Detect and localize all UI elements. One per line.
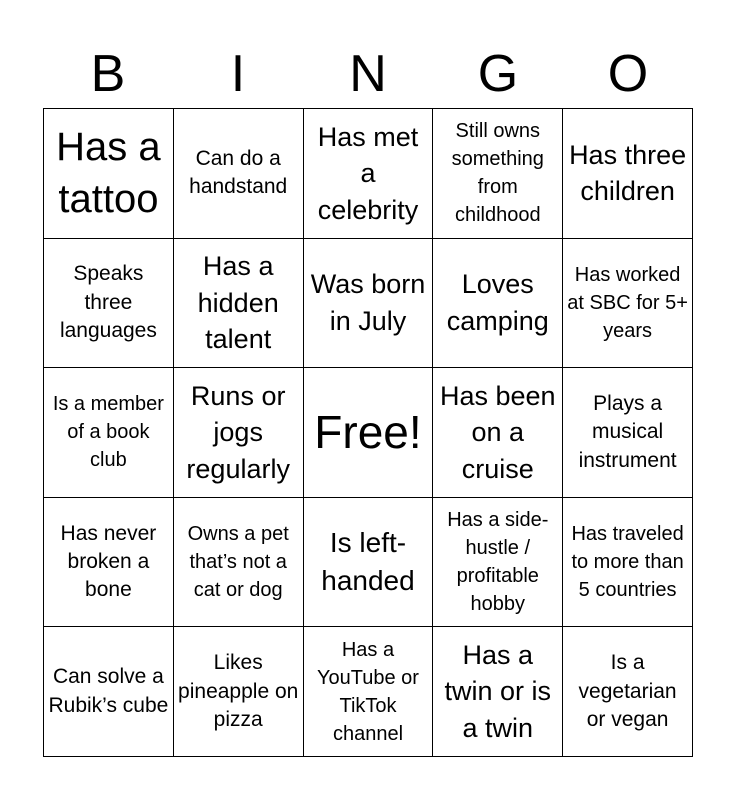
- header-letter-g: G: [477, 45, 519, 103]
- cell-text: Is a member of a book club: [52, 393, 164, 472]
- cell-text: Has met a celebrity: [317, 121, 419, 225]
- cell-text: Has a hidden talent: [197, 251, 279, 355]
- bingo-cell[interactable]: [44, 498, 174, 628]
- cell-text: Was born in July: [310, 269, 426, 336]
- bingo-cell[interactable]: [174, 368, 304, 498]
- bingo-card-grid: [43, 108, 693, 757]
- bingo-cell[interactable]: [563, 239, 693, 369]
- cell-text: Owns a pet that’s not a cat or dog: [187, 523, 289, 602]
- bingo-cell[interactable]: [174, 239, 304, 369]
- bingo-cell[interactable]: [44, 239, 174, 369]
- bingo-cell[interactable]: [304, 498, 434, 628]
- bingo-cell[interactable]: [433, 109, 563, 239]
- cell-text: Loves camping: [446, 269, 549, 336]
- header-letter-i: I: [230, 45, 246, 103]
- bingo-cell[interactable]: [174, 627, 304, 757]
- bingo-cell[interactable]: [563, 627, 693, 757]
- cell-text: Can do a handstand: [189, 146, 288, 199]
- bingo-cell[interactable]: [563, 498, 693, 628]
- bingo-header: [43, 40, 693, 108]
- bingo-cell[interactable]: [44, 627, 174, 757]
- header-letter-n: N: [349, 45, 387, 103]
- cell-text: Has a tattoo: [56, 125, 161, 222]
- cell-text: Has a YouTube or TikTok channel: [317, 638, 419, 745]
- bingo-free-space[interactable]: [304, 368, 434, 498]
- bingo-cell[interactable]: [174, 498, 304, 628]
- cell-text: Runs or jogs regularly: [186, 380, 290, 484]
- bingo-cell[interactable]: [433, 368, 563, 498]
- bingo-cell[interactable]: [304, 627, 434, 757]
- bingo-cell[interactable]: [433, 498, 563, 628]
- bingo-cell[interactable]: [304, 239, 434, 369]
- bingo-cell[interactable]: [563, 109, 693, 239]
- bingo-cell[interactable]: [44, 368, 174, 498]
- cell-text: Plays a musical instrument: [578, 391, 677, 472]
- cell-text: Likes pineapple on pizza: [178, 651, 299, 731]
- cell-text: Is left-handed: [321, 527, 415, 597]
- cell-text: Has never broken a bone: [60, 521, 157, 602]
- cell-text: Has a twin or is a twin: [444, 640, 552, 743]
- cell-text: Has been on a cruise: [439, 380, 556, 484]
- bingo-cell[interactable]: [433, 627, 563, 757]
- header-letter-o: O: [607, 45, 649, 103]
- cell-text: Has a side-hustle / profitable hobby: [447, 509, 549, 616]
- bingo-cell[interactable]: [563, 368, 693, 498]
- cell-text: Has three children: [569, 139, 687, 207]
- cell-text: Has traveled to more than 5 countries: [571, 523, 684, 602]
- cell-text: Still owns something from childhood: [451, 120, 544, 227]
- cell-text: Has worked at SBC for 5+ years: [567, 263, 688, 342]
- cell-text: Is a vegetarian or vegan: [578, 651, 677, 731]
- bingo-cell[interactable]: [304, 109, 434, 239]
- cell-text: Speaks three languages: [59, 262, 157, 343]
- bingo-cell[interactable]: [44, 109, 174, 239]
- bingo-cell[interactable]: [174, 109, 304, 239]
- cell-text: Can solve a Rubik’s cube: [48, 665, 169, 717]
- free-space-text: Free!: [314, 405, 422, 458]
- header-letter-b: B: [90, 45, 126, 103]
- bingo-cell[interactable]: [433, 239, 563, 369]
